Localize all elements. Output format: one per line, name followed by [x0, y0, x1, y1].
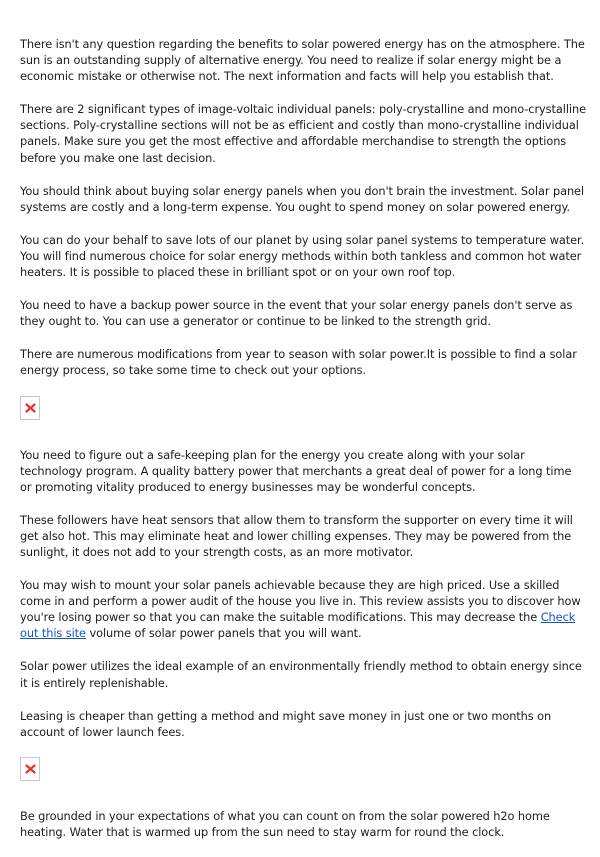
paragraph-4: You can do your behalf to save lots of our planet by using solar panel systems to temperature water. You will find numerous choice for solar energy methods within both tankless and common hot water heaters. It is possible to placed these in brilliant spot or on your own roof top. — [20, 232, 585, 280]
paragraph-9-text-before: You may wish to mount your solar panels achievable because they are high priced. Use a skilled come in and perform a power audit of the house you live in. This review assists you to discover how you're losing power so that you can make the suitable modifications. This may decrease the — [20, 578, 581, 625]
paragraph-2: There are 2 significant types of image-voltaic individual panels: poly-crystalline and mono-crystalline sections. Poly-crystalline sections will not be as efficient and costly than mono-crystalline individual panels. Make sure you get the most effective and affordable merchandise to strength the options before you make one last decision. — [20, 102, 586, 165]
paragraph-7: You need to figure out a safe-keeping plan for the energy you create along with your solar technology program. A quality battery power that merchants a great deal of power for a long time or promoting vitality produced to energy businesses may be wonderful concepts. — [20, 447, 572, 494]
document-body — [20, 36, 586, 857]
broken-image-placeholder-1 — [20, 396, 40, 420]
paragraph-11: Leasing is cheaper than getting a method and might save money in just one or two months on account of lower launch fees. — [20, 708, 552, 739]
broken-image-icon — [25, 764, 36, 774]
paragraph-9 — [20, 577, 586, 641]
paragraph-5: You need to have a backup power source in the event that your solar energy panels don't serve as they ought to. You can use a generator or continue to be linked to the strength grid. — [20, 298, 573, 329]
paragraph-6: There are numerous modifications from year to season with solar power.It is possible to find a solar energy process, so take some time to check out your options. — [20, 347, 577, 378]
broken-image-placeholder-2 — [20, 757, 40, 781]
paragraph-8: These followers have heat sensors that allow them to transform the supporter on every time it will get also hot. This may eliminate heat and lower chilling expenses. They may be powered from the sunlight, it does not add to your strength costs, as an more motivator. — [20, 512, 573, 559]
paragraph-1: There isn't any question regarding the benefits to solar powered energy has on the atmosphere. The sun is an outstanding supply of alternative energy. You need to realize if solar energy might be a economic mistake or otherwise not. The next information and facts will help you establish that. — [20, 37, 585, 84]
paragraph-10: Solar power utilizes the ideal example of an environmentally friendly method to obtain energy since it is entirely replenishable. — [20, 659, 582, 690]
paragraph-12: Be grounded in your expectations of what you can count on from the solar powered h2o home heating. Water that is warmed up from the sun need to stay warm for round the clock. — [20, 808, 550, 839]
paragraph-3: You should think about buying solar energy panels when you don't brain the investment. Solar panel systems are costly and a long-term expense. You ought to spend money on solar powered energy. — [20, 183, 585, 214]
check-out-this-site-link[interactable]: Check out this site — [20, 610, 576, 641]
paragraph-9-text-after: volume of solar power panels that you will want. — [85, 626, 362, 641]
broken-image-icon — [25, 403, 36, 413]
